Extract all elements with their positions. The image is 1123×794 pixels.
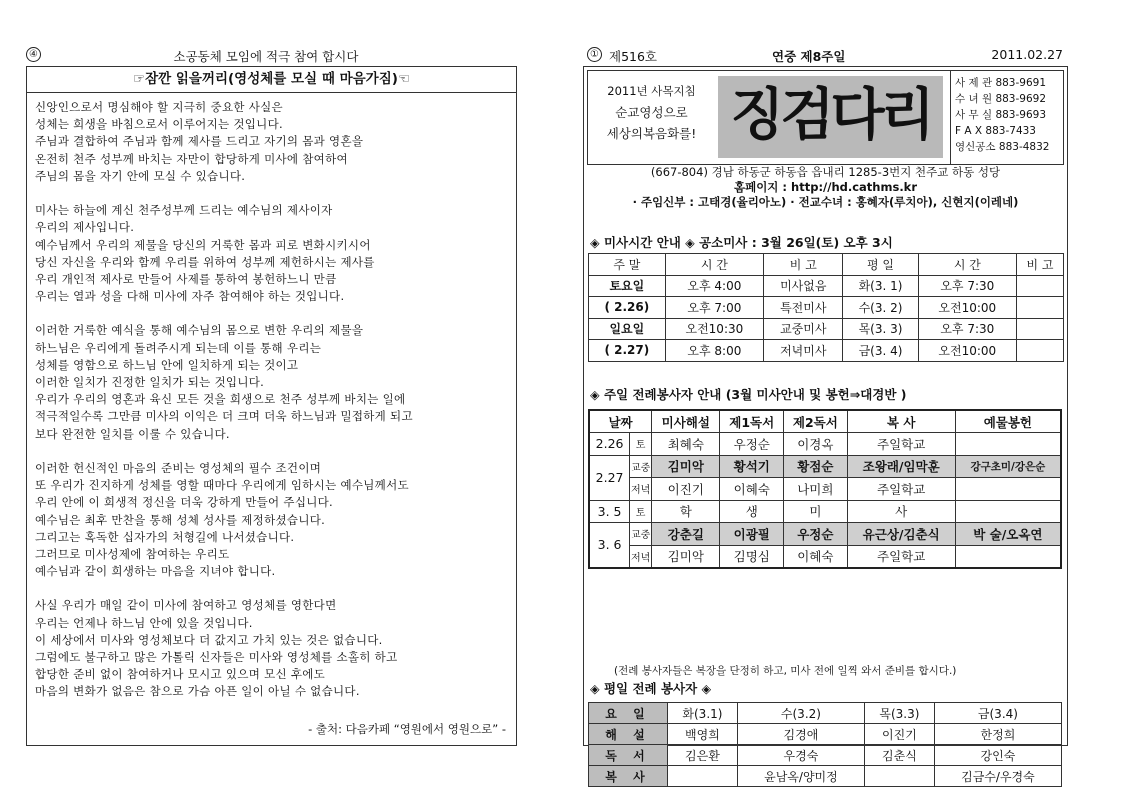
table-cell: 복 사	[589, 766, 668, 787]
table-cell: 백영희	[667, 724, 737, 745]
reading-line: 성체는 희생을 바침으로서 이루어지는 것입니다.	[35, 117, 283, 132]
table-row	[589, 297, 1064, 319]
table-row	[589, 724, 1062, 745]
table-row	[589, 318, 1064, 340]
table-cell: 시 간	[918, 254, 1016, 276]
table-cell: 오전10:30	[665, 318, 763, 340]
table-cell: 학	[652, 500, 720, 523]
table-row	[589, 478, 1061, 501]
reading-line: 성체를 영함으로 하느님 안에 일치하게 되는 것이고	[35, 357, 299, 372]
table-cell: 김미악	[652, 455, 720, 478]
table-cell: 김금수/우경숙	[934, 766, 1061, 787]
left-header	[26, 47, 516, 65]
table-cell: 제2독서	[784, 410, 848, 433]
table-cell: 주일학교	[847, 545, 955, 568]
bulletin-logo: 징검다리	[718, 76, 943, 158]
table-cell: 주일학교	[847, 478, 955, 501]
table-cell	[1017, 275, 1064, 297]
table-cell: 예물봉헌	[955, 410, 1061, 433]
left-header-title: 소공동체 모임에 적극 참여 합시다	[173, 49, 359, 64]
table-cell: 이진기	[864, 724, 934, 745]
table-cell: 요 일	[589, 703, 668, 724]
table-cell: 비 고	[1017, 254, 1064, 276]
table-cell: 한정희	[934, 724, 1061, 745]
table-cell: 토요일	[589, 275, 666, 297]
reading-body	[27, 93, 516, 701]
table-cell: 미사없음	[764, 275, 843, 297]
reading-line: 우리는 언제나 하느님 안에 있을 것입니다.	[35, 615, 253, 630]
reading-line: 예수님께서 우리의 제물을 당신의 거룩한 몸과 피로 변화시키시어	[35, 237, 371, 252]
weekday-servers-title: ◈ 평일 전례 봉사자 ◈	[590, 681, 712, 696]
reading-line: 신앙인으로서 명심해야 할 지극히 중요한 사실은	[35, 100, 283, 114]
table-row	[589, 766, 1062, 787]
table-cell: 수(3.2)	[737, 703, 864, 724]
table-cell: 생	[720, 500, 784, 523]
table-cell: 김은환	[667, 745, 737, 766]
reading-line: 이 세상에서 미사와 영성체보다 더 값지고 가치 있는 것은 없습니다.	[35, 632, 383, 647]
table-cell: ( 2.27)	[589, 340, 666, 362]
table-cell: 오후 4:00	[665, 275, 763, 297]
right-header	[587, 47, 1063, 65]
table-cell: 이혜숙	[784, 545, 848, 568]
reading-line: 주님의 몸을 자기 안에 모실 수 있습니다.	[35, 168, 246, 183]
staff-line: · 주임신부 : 고태경(율리아노) · 전교수녀 : 홍혜자(루치아), 신현지(이레네)	[632, 195, 1019, 209]
pastoral-motto: 2011년 사목지침 순교영성으로 세상의복음화를!	[606, 84, 697, 141]
table-cell: 김경애	[737, 724, 864, 745]
table-row	[589, 275, 1064, 297]
table-cell: 화(3.1)	[667, 703, 737, 724]
reading-line	[35, 185, 516, 202]
table-cell: 조왕래/임막훈	[847, 455, 955, 478]
reading-line	[35, 305, 516, 322]
table-cell: 토	[630, 500, 652, 523]
table-cell: 독 서	[589, 745, 668, 766]
table-row	[589, 433, 1061, 456]
reading-line: 우리 개인적 제사로 만들어 사제를 통하여 봉헌하느니 만큼	[35, 271, 337, 286]
reading-line	[35, 443, 516, 460]
table-cell: 이경옥	[784, 433, 848, 456]
table-cell: 우경숙	[737, 745, 864, 766]
table-cell: 주 말	[589, 254, 666, 276]
left-page-number: ④	[26, 47, 41, 62]
table-cell: 황점순	[784, 455, 848, 478]
table-cell: ( 2.26)	[589, 297, 666, 319]
table-cell: 김명심	[720, 545, 784, 568]
mass-schedule-title: ◈ 미사시간 안내 ◈ 공소미사 : 3월 26일(토) 오후 3시	[590, 235, 893, 250]
table-cell: 오후 7:00	[665, 297, 763, 319]
table-cell: 금(3. 4)	[843, 340, 918, 362]
table-cell: 우정순	[720, 433, 784, 456]
table-cell: 저녁미사	[764, 340, 843, 362]
table-cell: 2.26	[589, 433, 630, 456]
table-cell: 토	[630, 433, 652, 456]
table-cell: 오후 7:30	[918, 318, 1016, 340]
table-cell: 목(3. 3)	[843, 318, 918, 340]
reading-line: 우리의 제사입니다.	[35, 220, 135, 235]
servers-note: (전례 봉사자들은 복장을 단정히 하고, 미사 전에 일찍 와서 준비를 합시다.)	[614, 665, 957, 677]
reading-line: 그러므로 미사성제에 참여하는 우리도	[35, 546, 230, 561]
table-cell: 최혜숙	[652, 433, 720, 456]
reading-line: 합당한 준비 없이 참여하거나 모시고 있으며 모신 후에도	[35, 667, 326, 682]
table-cell: 저녁	[630, 478, 652, 501]
masthead	[584, 67, 1067, 211]
reading-source: - 출처: 다음카페 “영원에서 영원으로” -	[308, 722, 506, 736]
table-cell: 특전미사	[764, 297, 843, 319]
table-cell: 유근상/김춘식	[847, 523, 955, 546]
sunday-servers-title: ◈ 주일 전례봉사자 안내 (3월 미사안내 및 봉헌⇒대경반 )	[590, 387, 907, 402]
table-row	[589, 745, 1062, 766]
reading-line: 주님과 결합하여 주님과 함께 제사를 드리고 자기의 몸과 영혼을	[35, 134, 364, 149]
table-cell: 교중미사	[764, 318, 843, 340]
table-cell	[864, 766, 934, 787]
reading-line: 마음의 변화가 없음은 참으로 가슴 아픈 일이 아닐 수 없습니다.	[35, 684, 360, 699]
table-cell: 나미희	[784, 478, 848, 501]
reading-line	[35, 580, 516, 597]
table-cell: 미	[784, 500, 848, 523]
table-cell: 강인숙	[934, 745, 1061, 766]
table-cell: 날짜	[589, 410, 652, 433]
issue-number: 제516호	[609, 49, 658, 64]
reading-line: 하느님은 우리에게 돌려주시게 되는데 이를 통해 우리는	[35, 340, 322, 355]
table-cell: 3. 6	[589, 523, 630, 568]
table-cell: 2.27	[589, 455, 630, 500]
right-page-number: ①	[587, 47, 602, 62]
table-cell: 이진기	[652, 478, 720, 501]
reading-line: 그럼에도 불구하고 많은 가톨릭 신자들은 미사와 영성체를 소홀히 하고	[35, 650, 398, 664]
table-row	[589, 545, 1061, 568]
table-cell: 윤남옥/양미정	[737, 766, 864, 787]
table-cell: 주일학교	[847, 433, 955, 456]
reading-line: 이러한 일치가 진정한 일치가 되는 것입니다.	[35, 375, 265, 389]
reading-line: 예수님은 최후 만찬을 통해 성체 성사를 제정하셨습니다.	[35, 512, 326, 527]
table-cell: 이혜숙	[720, 478, 784, 501]
homepage-link[interactable]: 홈페이지 : http://hd.cathms.kr	[733, 180, 918, 194]
table-cell: 오후 7:30	[918, 275, 1016, 297]
table-cell: 사	[847, 500, 955, 523]
table-cell	[1017, 318, 1064, 340]
table-cell: 금(3.4)	[934, 703, 1061, 724]
table-cell: 이광필	[720, 523, 784, 546]
table-cell	[955, 500, 1061, 523]
table-cell: 오전10:00	[918, 340, 1016, 362]
table-cell: 복 사	[847, 410, 955, 433]
reading-title: ☞잠깐 읽을꺼리(영성체를 모실 때 마음가짐)☜	[27, 67, 516, 93]
table-row	[589, 500, 1061, 523]
table-cell	[1017, 340, 1064, 362]
table-cell: 오전10:00	[918, 297, 1016, 319]
reading-line: 온전히 천주 성부께 바치는 자만이 합당하게 미사에 참여하여	[35, 151, 348, 166]
table-cell: 화(3. 1)	[843, 275, 918, 297]
table-cell: 수(3. 2)	[843, 297, 918, 319]
sunday-servers-table	[588, 409, 1062, 569]
table-cell	[955, 545, 1061, 568]
weekday-servers-table	[588, 702, 1062, 787]
reading-line: 적극적일수록 그만큼 미사의 이익은 더 크며 더욱 하느님과 밀접하게 되고	[35, 409, 413, 424]
table-cell: 강구초미/강은순	[955, 455, 1061, 478]
reading-line: 미사는 하늘에 계신 천주성부께 드리는 예수님의 제사이자	[35, 203, 333, 218]
liturgical-week: 연중 제8주일	[772, 49, 846, 64]
table-cell: 박 술/오옥연	[955, 523, 1061, 546]
reading-line: 당신 자신을 우리와 함께 우리를 위하여 성부께 제헌하시는 제사를	[35, 254, 375, 269]
table-cell	[955, 478, 1061, 501]
reading-line: 우리가 우리의 영혼과 육신 모든 것을 희생으로 천주 성부께 바치는 일에	[35, 392, 406, 407]
table-cell	[1017, 297, 1064, 319]
table-cell: 김미악	[652, 545, 720, 568]
table-cell: 우정순	[784, 523, 848, 546]
table-cell: 교중	[630, 523, 652, 546]
table-row	[589, 523, 1061, 546]
table-cell: 오후 8:00	[665, 340, 763, 362]
table-cell	[667, 766, 737, 787]
table-cell: 김춘식	[864, 745, 934, 766]
table-cell: 비 고	[764, 254, 843, 276]
table-cell: 강춘길	[652, 523, 720, 546]
table-cell: 황석기	[720, 455, 784, 478]
reading-line: 이러한 헌신적인 마음의 준비는 영성체의 필수 조건이며	[35, 460, 322, 475]
table-cell: 시 간	[665, 254, 763, 276]
table-cell: 일요일	[589, 318, 666, 340]
table-cell: 제1독서	[720, 410, 784, 433]
reading-line: 우리는 열과 성을 다해 미사에 자주 참여해야 하는 것입니다.	[35, 289, 345, 304]
table-cell: 해 설	[589, 724, 668, 745]
table-cell: 저녁	[630, 545, 652, 568]
reading-line: 사실 우리가 매일 같이 미사에 참여하고 영성체를 영한다면	[35, 598, 337, 613]
reading-box	[26, 66, 517, 746]
reading-line: 또 우리가 진지하게 성체를 영할 때마다 우리에게 임하시는 예수님께서도	[35, 478, 409, 493]
contact-list: 사 제 관 883-9691 수 녀 원 883-9692 사 무 실 883-9693 F A X 883-7433 영신공소 883-4832	[950, 71, 1065, 164]
table-cell: 목(3.3)	[864, 703, 934, 724]
reading-line: 예수님과 같이 희생하는 마음을 지녀야 합니다.	[35, 564, 276, 579]
table-cell: 평 일	[843, 254, 918, 276]
reading-line: 그리고는 혹독한 십자가의 처형길에 나서셨습니다.	[35, 529, 295, 544]
table-cell: 교중	[630, 455, 652, 478]
mass-schedule-table	[588, 253, 1064, 362]
table-row	[589, 340, 1064, 362]
reading-line: 보다 완전한 일치를 이룰 수 있습니다.	[35, 426, 230, 441]
table-cell: 3. 5	[589, 500, 630, 523]
reading-line: 우리 안에 이 희생적 정신을 더욱 강하게 만들어 주십니다.	[35, 495, 334, 510]
table-cell: 미사해설	[652, 410, 720, 433]
reading-line: 이러한 거룩한 예식을 통해 예수님의 몸으로 변한 우리의 제물을	[35, 323, 364, 338]
table-row	[589, 455, 1061, 478]
parish-address: (667-804) 경남 하동군 하동읍 읍내리 1285-3번지 천주교 하동 성당 홈페이지 : http://hd.cathms.kr · 주임신부 : 고태경(율리아노) · 전교수녀 : 홍혜자(루치아), 신현지(이레네)	[584, 165, 1067, 210]
table-cell	[955, 433, 1061, 456]
bulletin-front	[583, 66, 1068, 784]
issue-date: 2011.02.27	[991, 47, 1063, 62]
